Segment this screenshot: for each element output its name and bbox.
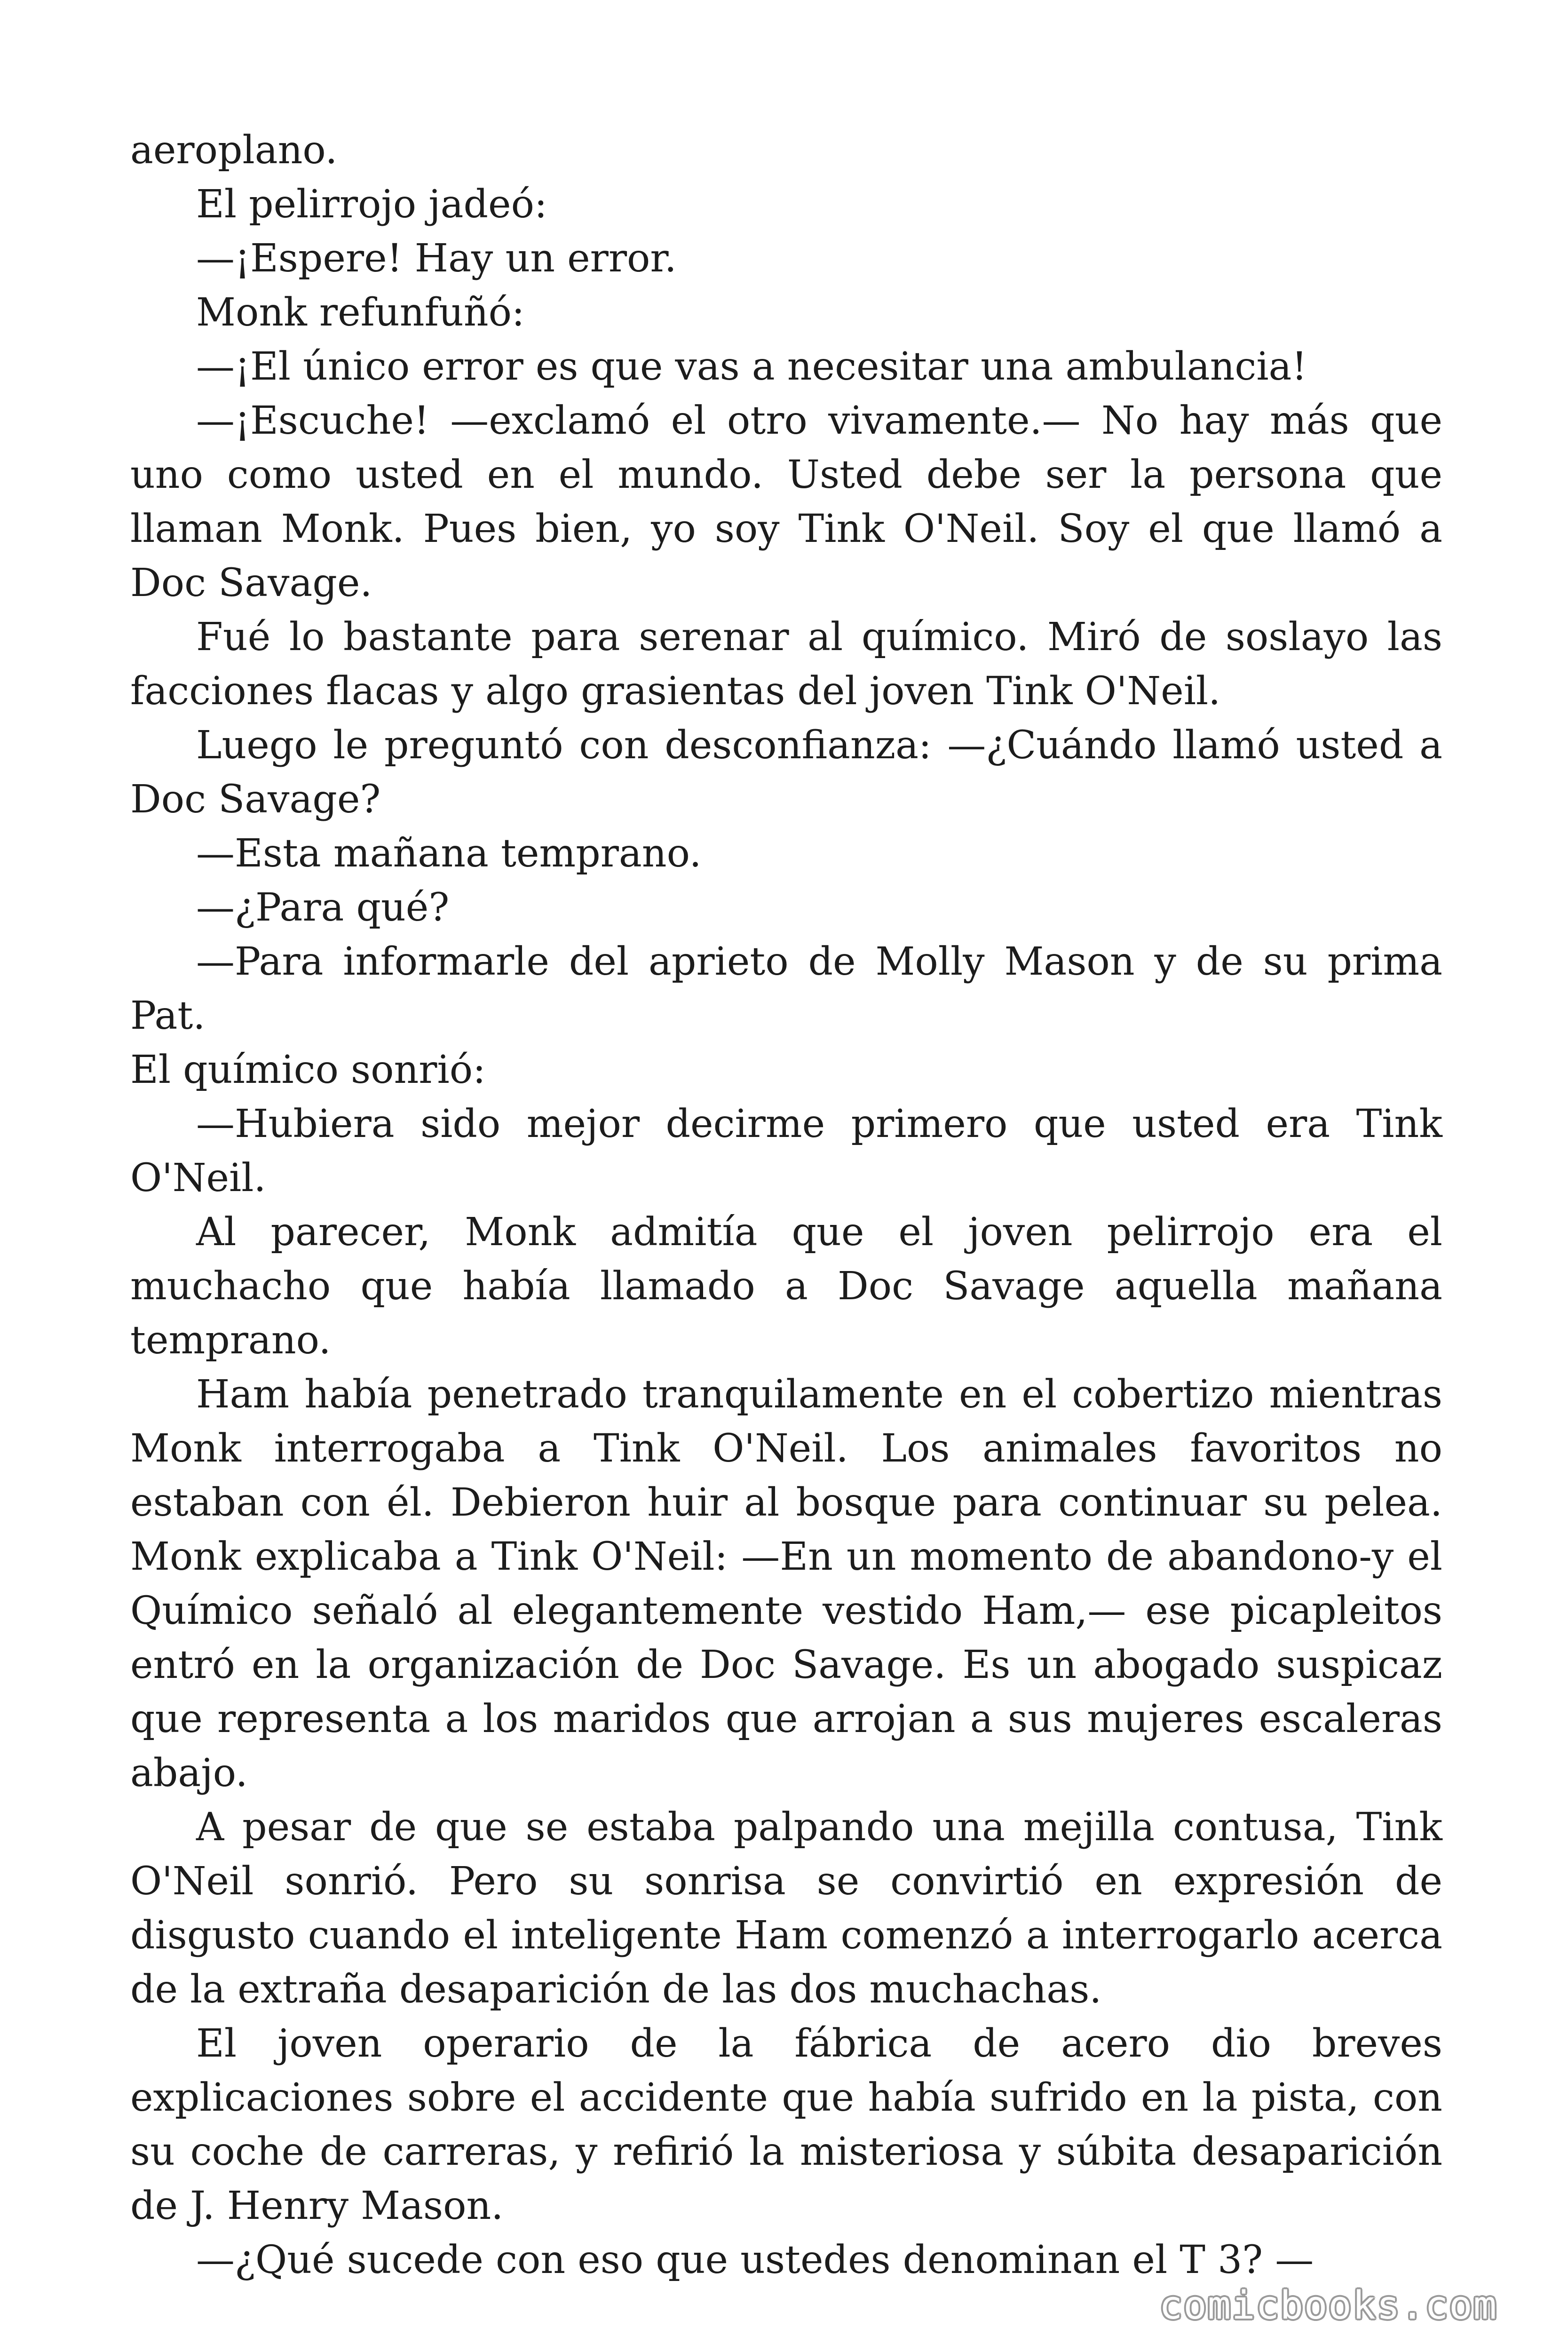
paragraph: El químico sonrió: xyxy=(130,1048,486,1092)
paragraph: Ham había penetrado tranquilamente en el cobertizo mientras Monk interrogaba a Tink O'Neil. Los animales favoritos no estaban con él. Debieron huir al bosque para continuar su pelea. Monk explicaba a Tink O'Neil: —En un momento de abandono-y el Químico señaló al elegantemente vestido Ham,— ese picapleitos entró en la organización de Doc Savage. Es un abogado suspicaz que representa a los maridos que arrojan a sus mujeres escaleras abajo. xyxy=(130,1372,1442,1796)
paragraph: aeroplano. xyxy=(130,128,338,173)
paragraph: —¡Escuche! —exclamó el otro vivamente.— No hay más que uno como usted en el mundo. Usted debe ser la persona que llaman Monk. Pues bien, yo soy Tink O'Neil. Soy el que llamó a Doc Savage. xyxy=(130,398,1442,605)
paragraph: El pelirrojo jadeó: xyxy=(196,182,547,227)
paragraph: Luego le preguntó con desconfianza: —¿Cuándo llamó usted a Doc Savage? xyxy=(130,723,1442,822)
watermark: comicbooks.com xyxy=(1159,2283,1497,2328)
paragraph: —Esta mañana temprano. xyxy=(196,831,702,876)
paragraph: Fué lo bastante para serenar al químico. Miró de soslayo las facciones flacas y algo grasientas del joven Tink O'Neil. xyxy=(130,615,1442,714)
body-text xyxy=(130,123,1442,2287)
paragraph: —¿Qué sucede con eso que ustedes denominan el T 3? — xyxy=(196,2238,1314,2282)
paragraph: —¡El único error es que vas a necesitar una ambulancia! xyxy=(196,344,1307,389)
paragraph: Al parecer, Monk admitía que el joven pelirrojo era el muchacho que había llamado a Doc Savage aquella mañana temprano. xyxy=(130,1210,1442,1363)
paragraph: —¿Para qué? xyxy=(196,885,450,930)
paragraph: —¡Espere! Hay un error. xyxy=(196,236,677,281)
paragraph: El joven operario de la fábrica de acero dio breves explicaciones sobre el accidente que había sufrido en la pista, con su coche de carreras, y refirió la misteriosa y súbita desaparición de J. Henry Mason. xyxy=(130,2021,1442,2228)
paragraph: —Hubiera sido mejor decirme primero que usted era Tink O'Neil. xyxy=(130,1102,1442,1200)
paragraph: —Para informarle del aprieto de Molly Mason y de su prima Pat. xyxy=(130,939,1442,1038)
paragraph: Monk refunfuñó: xyxy=(196,290,525,335)
paragraph: A pesar de que se estaba palpando una mejilla contusa, Tink O'Neil sonrió. Pero su sonrisa se convirtió en expresión de disgusto cuando el inteligente Ham comenzó a interrogarlo acerca de la extraña desaparición de las dos muchachas. xyxy=(130,1805,1442,2012)
